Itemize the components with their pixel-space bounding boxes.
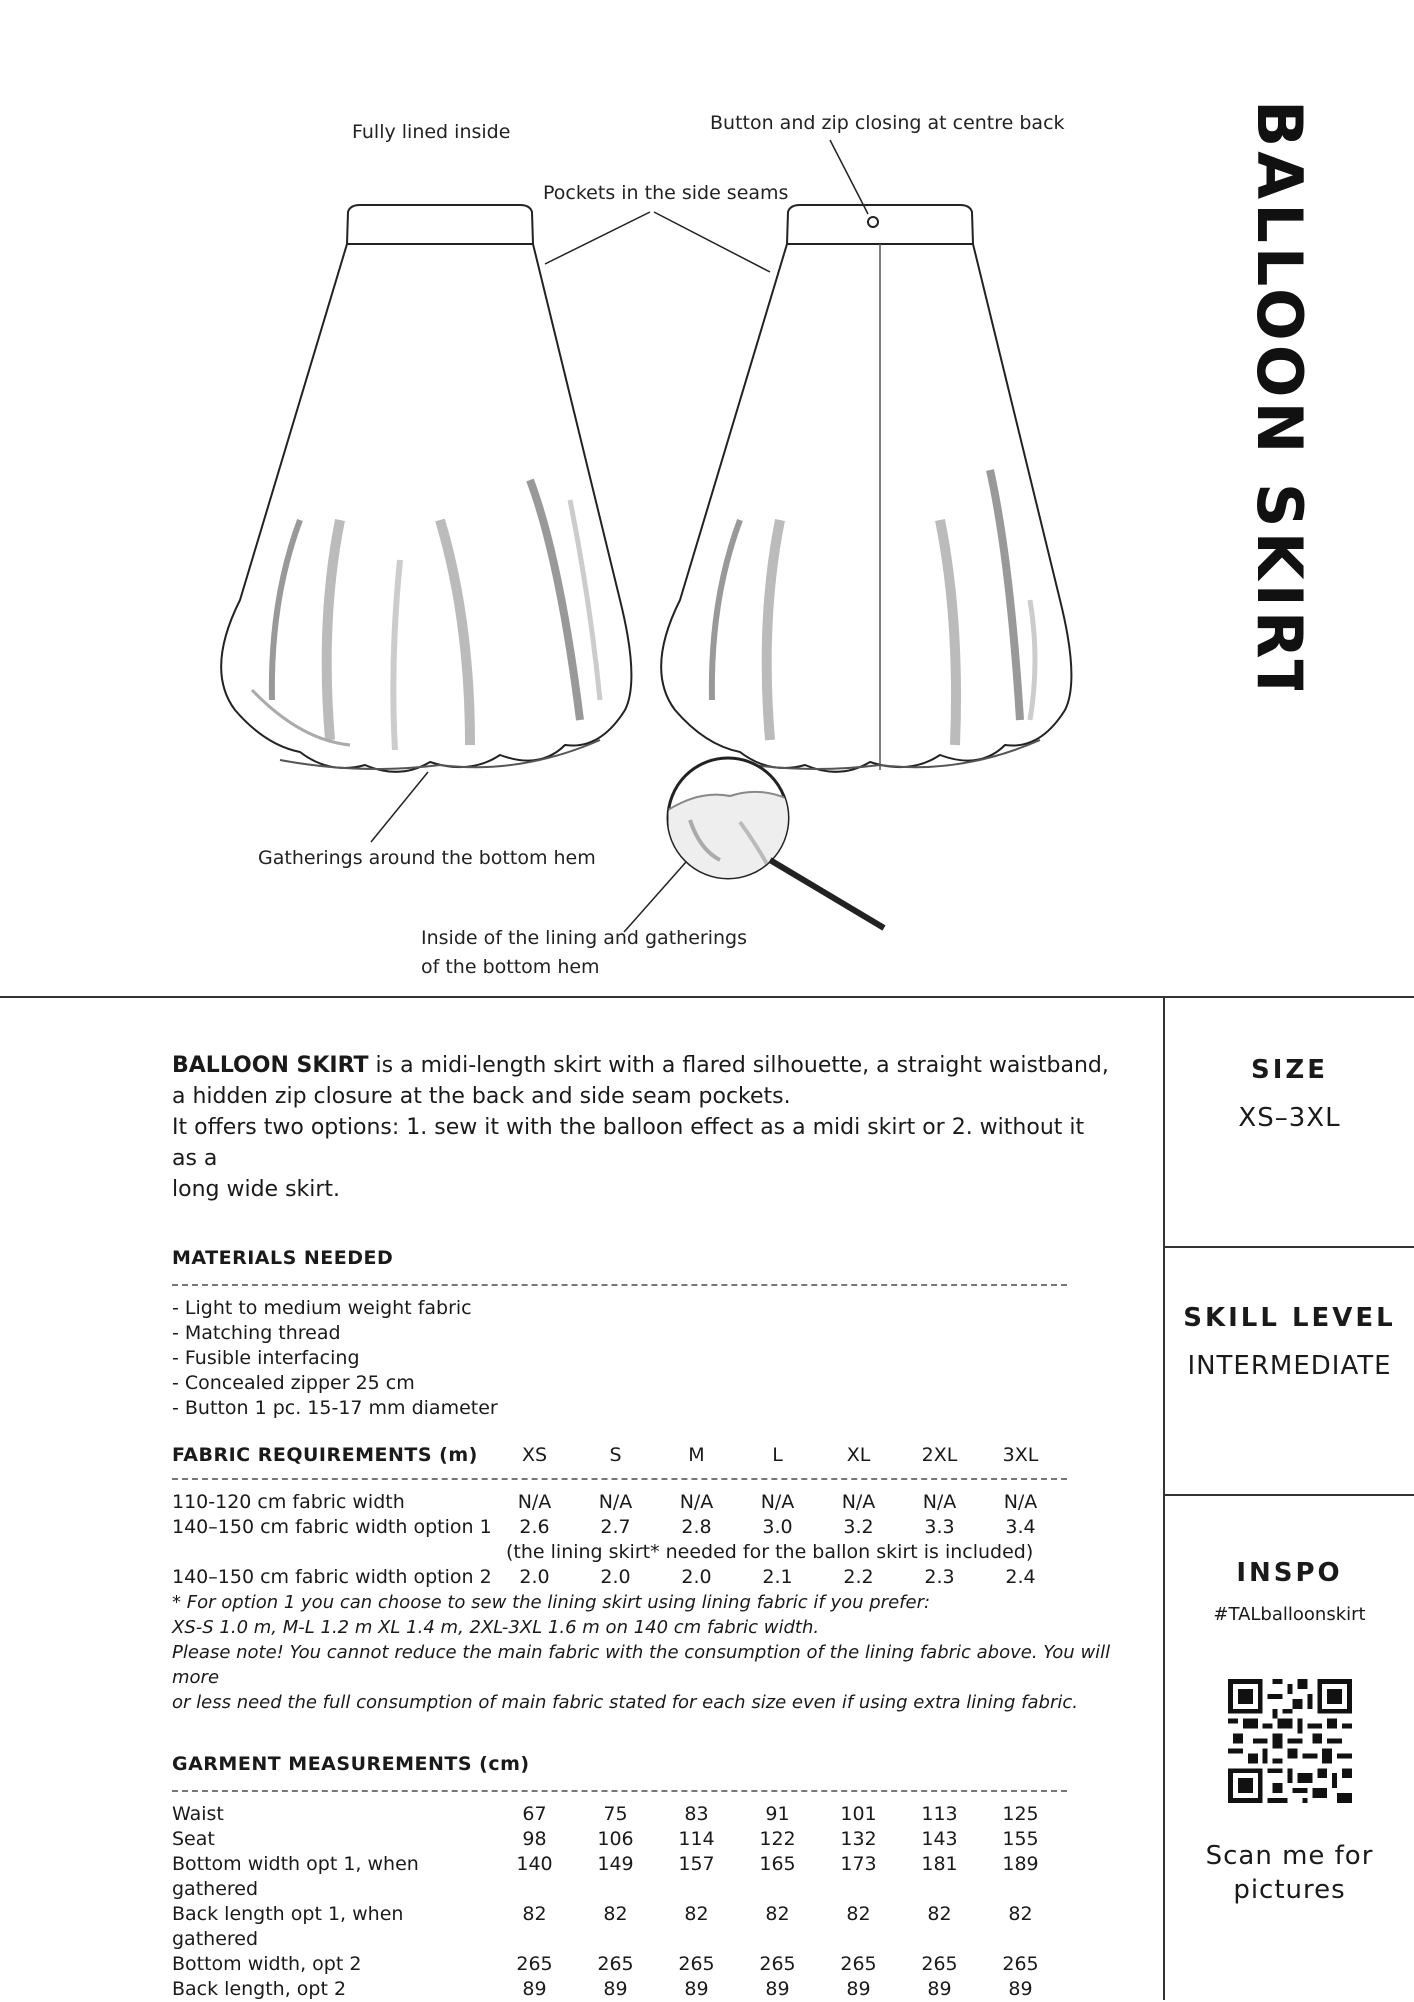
list-item: - Concealed zipper 25 cm: [172, 1372, 415, 1394]
row-label: Waist: [172, 1803, 224, 1825]
cell: 165: [759, 1853, 796, 1875]
cell: 75: [603, 1803, 628, 1825]
lining-note: (the lining skirt* needed for the ballon skirt is included): [506, 1541, 1034, 1563]
size-header: S: [609, 1444, 622, 1466]
list-item: - Fusible interfacing: [172, 1347, 360, 1369]
cell: 173: [840, 1853, 877, 1875]
scan-line-2: pictures: [1233, 1875, 1346, 1905]
row-label: Back length opt 1, when gathered: [172, 1903, 404, 1950]
row-label: 140–150 cm fabric width option 1: [172, 1516, 492, 1538]
row-label: Back length, opt 2: [172, 1978, 347, 2000]
divider-dashed: [172, 1478, 1067, 1480]
size-header: XS: [521, 1444, 548, 1466]
cell: 3.4: [1005, 1516, 1036, 1538]
intro-line-4: long wide skirt.: [172, 1177, 341, 1202]
scan-text: [1165, 1839, 1414, 1907]
label-lined: Fully lined inside: [352, 121, 511, 143]
cell: 2.8: [681, 1516, 712, 1538]
cell: 114: [678, 1828, 715, 1850]
cell: 140: [516, 1853, 553, 1875]
label-pockets: Pockets in the side seams: [543, 182, 789, 204]
cell: 2.2: [843, 1566, 874, 1588]
row-label: 140–150 cm fabric width option 2: [172, 1566, 492, 1588]
cell: 122: [759, 1828, 796, 1850]
size-header: M: [688, 1444, 705, 1466]
divider-dashed: [172, 1284, 1067, 1286]
cell: 265: [678, 1953, 715, 1975]
divider-dashed: [172, 1790, 1067, 1792]
inspo-panel: [1165, 1558, 1414, 1907]
size-header: XL: [846, 1444, 871, 1466]
list-item: - Matching thread: [172, 1322, 341, 1344]
cell: 83: [684, 1803, 709, 1825]
skill-value: INTERMEDIATE: [1187, 1351, 1392, 1381]
cell: N/A: [922, 1491, 957, 1513]
cell: N/A: [517, 1491, 552, 1513]
row-label: Bottom width opt 1, when gathered: [172, 1853, 419, 1900]
cell: 89: [603, 1978, 628, 2000]
intro-text: [172, 1050, 1112, 1205]
list-item: - Light to medium weight fabric: [172, 1297, 472, 1319]
cell: 89: [522, 1978, 547, 2000]
row-label: Bottom width, opt 2: [172, 1953, 362, 1975]
size-panel: [1165, 1055, 1414, 1133]
cell: 67: [522, 1803, 547, 1825]
divider-horizontal: [0, 996, 1414, 998]
cell: 149: [597, 1853, 634, 1875]
cell: 89: [765, 1978, 790, 2000]
label-inside-2: of the bottom hem: [421, 956, 600, 978]
cell: 2.7: [600, 1516, 631, 1538]
hashtag[interactable]: #TALballoonskirt: [1213, 1604, 1366, 1625]
skill-heading: SKILL LEVEL: [1183, 1303, 1396, 1333]
front-skirt-drawing: [221, 205, 631, 772]
label-button-zip: Button and zip closing at centre back: [710, 112, 1065, 134]
label-inside-1: Inside of the lining and gatherings: [421, 927, 747, 949]
materials-list: [172, 1296, 1112, 1421]
page-title: BALLOON SKIRT: [1243, 100, 1316, 690]
table-row: [172, 1902, 1112, 1952]
skill-panel: [1165, 1303, 1414, 1381]
sidebar-divider: [1165, 1246, 1414, 1248]
cell: 143: [921, 1828, 958, 1850]
cell: 89: [684, 1978, 709, 2000]
cell: N/A: [841, 1491, 876, 1513]
cell: 2.4: [1005, 1566, 1036, 1588]
intro-line-2: a hidden zip closure at the back and side seam pockets.: [172, 1084, 791, 1109]
cell: 265: [840, 1953, 877, 1975]
cell: 101: [840, 1803, 877, 1825]
note-line: XS-S 1.0 m, M-L 1.2 m XL 1.4 m, 2XL-3XL 1.6 m on 140 cm fabric width.: [172, 1617, 820, 1638]
table-row: [172, 1977, 1112, 2002]
back-skirt-drawing: [661, 205, 1071, 772]
table-row: [172, 1565, 1112, 1590]
cell: 89: [846, 1978, 871, 2000]
row-label: Seat: [172, 1828, 215, 1850]
size-header: 3XL: [1002, 1444, 1039, 1466]
cell: 2.1: [762, 1566, 793, 1588]
cell: 3.3: [924, 1516, 955, 1538]
cell: 265: [759, 1953, 796, 1975]
table-row: [172, 1515, 1112, 1540]
cell: 2.0: [519, 1566, 550, 1588]
size-header: 2XL: [921, 1444, 958, 1466]
cell: 125: [1002, 1803, 1039, 1825]
cell: 265: [921, 1953, 958, 1975]
fabric-heading: FABRIC REQUIREMENTS (m): [172, 1444, 478, 1466]
cell: 155: [1002, 1828, 1039, 1850]
cell: 3.0: [762, 1516, 793, 1538]
table-row: [172, 1952, 1112, 1977]
table-row: [172, 1802, 1112, 1827]
size-header: L: [772, 1444, 783, 1466]
cell: 181: [921, 1853, 958, 1875]
cell: 132: [840, 1828, 877, 1850]
cell: N/A: [1003, 1491, 1038, 1513]
row-label: 110-120 cm fabric width: [172, 1491, 405, 1513]
vertical-title: [1196, 100, 1396, 690]
cell: 82: [684, 1903, 709, 1925]
cell: 265: [1002, 1953, 1039, 1975]
cell: 157: [678, 1853, 715, 1875]
inspo-heading: INSPO: [1236, 1558, 1343, 1588]
cell: N/A: [760, 1491, 795, 1513]
table-row: [172, 1852, 1112, 1902]
cell: 265: [516, 1953, 553, 1975]
fabric-notes: [172, 1590, 1112, 1715]
cell: 89: [927, 1978, 952, 2000]
cell: 98: [522, 1828, 547, 1850]
cell: 82: [927, 1903, 952, 1925]
cell: 82: [1008, 1903, 1033, 1925]
materials-heading: MATERIALS NEEDED: [172, 1247, 394, 1269]
scan-line-1: Scan me for: [1205, 1841, 1374, 1871]
cell: 2.0: [681, 1566, 712, 1588]
cell: 265: [597, 1953, 634, 1975]
intro-bold: BALLOON SKIRT: [172, 1053, 369, 1078]
magnifier-icon: [668, 758, 884, 928]
size-value: XS–3XL: [1238, 1103, 1341, 1133]
cell: 3.2: [843, 1516, 874, 1538]
intro-line-3: It offers two options: 1. sew it with the balloon effect as a midi skirt or 2. without it as a: [172, 1115, 1085, 1171]
sidebar-divider: [1165, 1494, 1414, 1496]
note-line: Please note! You cannot reduce the main fabric with the consumption of the lining fabric above. You will more: [172, 1642, 1111, 1688]
list-item: - Button 1 pc. 15-17 mm diameter: [172, 1397, 498, 1419]
cell: 82: [846, 1903, 871, 1925]
note-line: * For option 1 you can choose to sew the lining skirt using lining fabric if you prefer:: [172, 1592, 931, 1613]
table-row: [172, 1490, 1112, 1515]
cell: 82: [522, 1903, 547, 1925]
note-line: or less need the full consumption of main fabric stated for each size even if using extra lining fabric.: [172, 1692, 1078, 1713]
cell: 82: [765, 1903, 790, 1925]
cell: 106: [597, 1828, 634, 1850]
main-content: [172, 1050, 1112, 2002]
cell: 2.6: [519, 1516, 550, 1538]
cell: N/A: [679, 1491, 714, 1513]
garment-heading: GARMENT MEASUREMENTS (cm): [172, 1753, 530, 1775]
fabric-header-row: [172, 1443, 1112, 1468]
qr-code-icon[interactable]: [1228, 1679, 1352, 1803]
cell: 82: [603, 1903, 628, 1925]
size-heading: SIZE: [1250, 1055, 1328, 1085]
cell: N/A: [598, 1491, 633, 1513]
cell: 189: [1002, 1853, 1039, 1875]
cell: 2.0: [600, 1566, 631, 1588]
cell: 89: [1008, 1978, 1033, 2000]
label-gatherings: Gatherings around the bottom hem: [258, 847, 596, 869]
intro-line-1: is a midi-length skirt with a flared silhouette, a straight waistband,: [368, 1053, 1109, 1078]
cell: 91: [765, 1803, 790, 1825]
table-row: [172, 1827, 1112, 1852]
cell: 113: [921, 1803, 958, 1825]
cell: 2.3: [924, 1566, 955, 1588]
